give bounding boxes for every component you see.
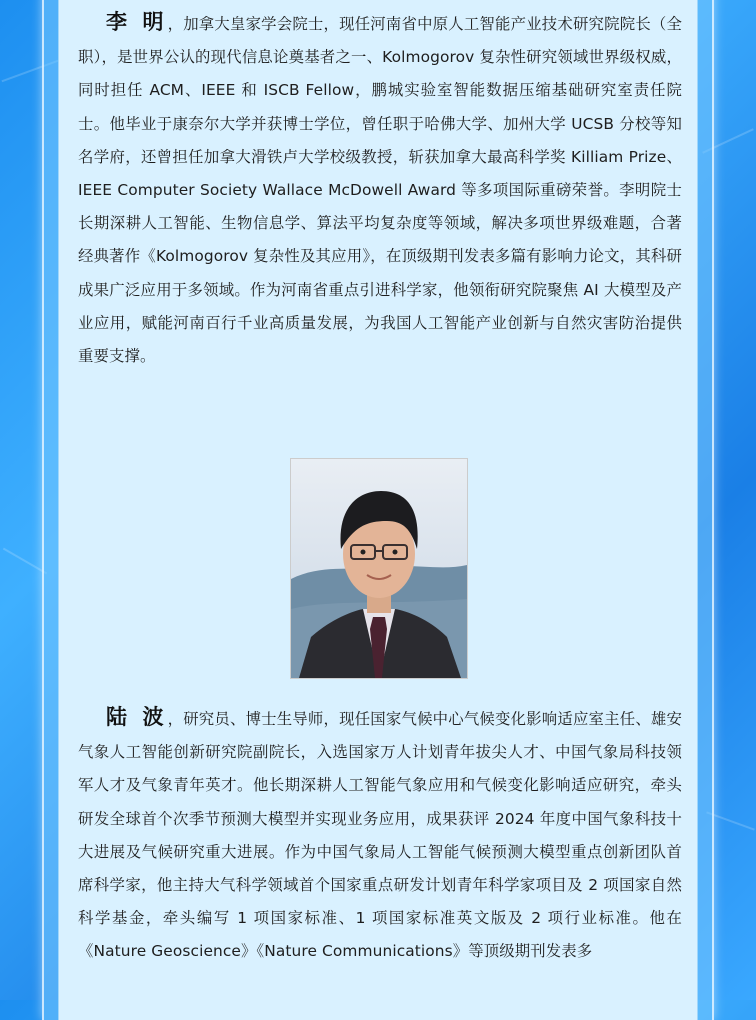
profile-bio-li-ming bbox=[78, 6, 682, 373]
profile-text: ，加拿大皇家学会院士，现任河南省中原人工智能产业技术研究院院长（全职），是世界公认的现代信息论奠基者之一、Kolmogorov 复杂性研究领域世界级权威，同时担任 ACM、IEEE 和 ISCB Fellow，鹏城实验室智能数据压缩基础研究室责任院士。他毕业于康奈尔大学并获博士学位，曾任职于哈佛大学、加州大学 UCSB 分校等知名学府，还曾担任加拿大滑铁卢大学校级教授，斩获加拿大最高科学奖 Killiam Prize、IEEE Computer Society Wallace McDowell Award 等多项国际重磅荣誉。李明院士长期深耕人工智能、生物信息学、算法平均复杂度等领域，解决多项世界级难题，合著经典著作《Kolmogorov 复杂性及其应用》，在顶级期刊发表多篇有影响力论文，其科研成果广泛应用于多领域。作为河南省重点引进科学家，他领衔研究院聚焦 AI 大模型及产业应用，赋能河南百行千业高质量发展，为我国人工智能产业创新与自然灾害防治提供重要支撑。 bbox=[78, 15, 683, 366]
background-stripe bbox=[3, 548, 47, 575]
profile-name: 陆 波 bbox=[106, 705, 168, 729]
profile-text: ，研究员、博士生导师，现任国家气候中心气候变化影响适应室主任、雄安气象人工智能创新研究院副院长，入选国家万人计划青年拔尖人才、中国气象局科技领军人才及气象青年英才。他长期深耕人工智能气象应用和气候变化影响适应研究，牵头研发全球首个次季节预测大模型并实现业务应用，成果获评 2024 年度中国气象科技十大进展及气候研究重大进展。作为中国气象局人工智能气候预测大模型重点创新团队首席科学家，他主持大气科学领域首个国家重点研发计划青年科学家项目及 2 项国家自然科学基金，牵头编写 1 项国家标准、1 项国家标准英文版及 2 项行业标准。他在《Nature Geoscience》《Nature Communications》等顶级期刊发表多 bbox=[78, 710, 683, 961]
portrait-image bbox=[291, 459, 467, 678]
portrait-photo bbox=[290, 458, 468, 679]
profile-name: 李 明 bbox=[106, 10, 168, 34]
profile-bio-lu-bo bbox=[78, 701, 682, 969]
